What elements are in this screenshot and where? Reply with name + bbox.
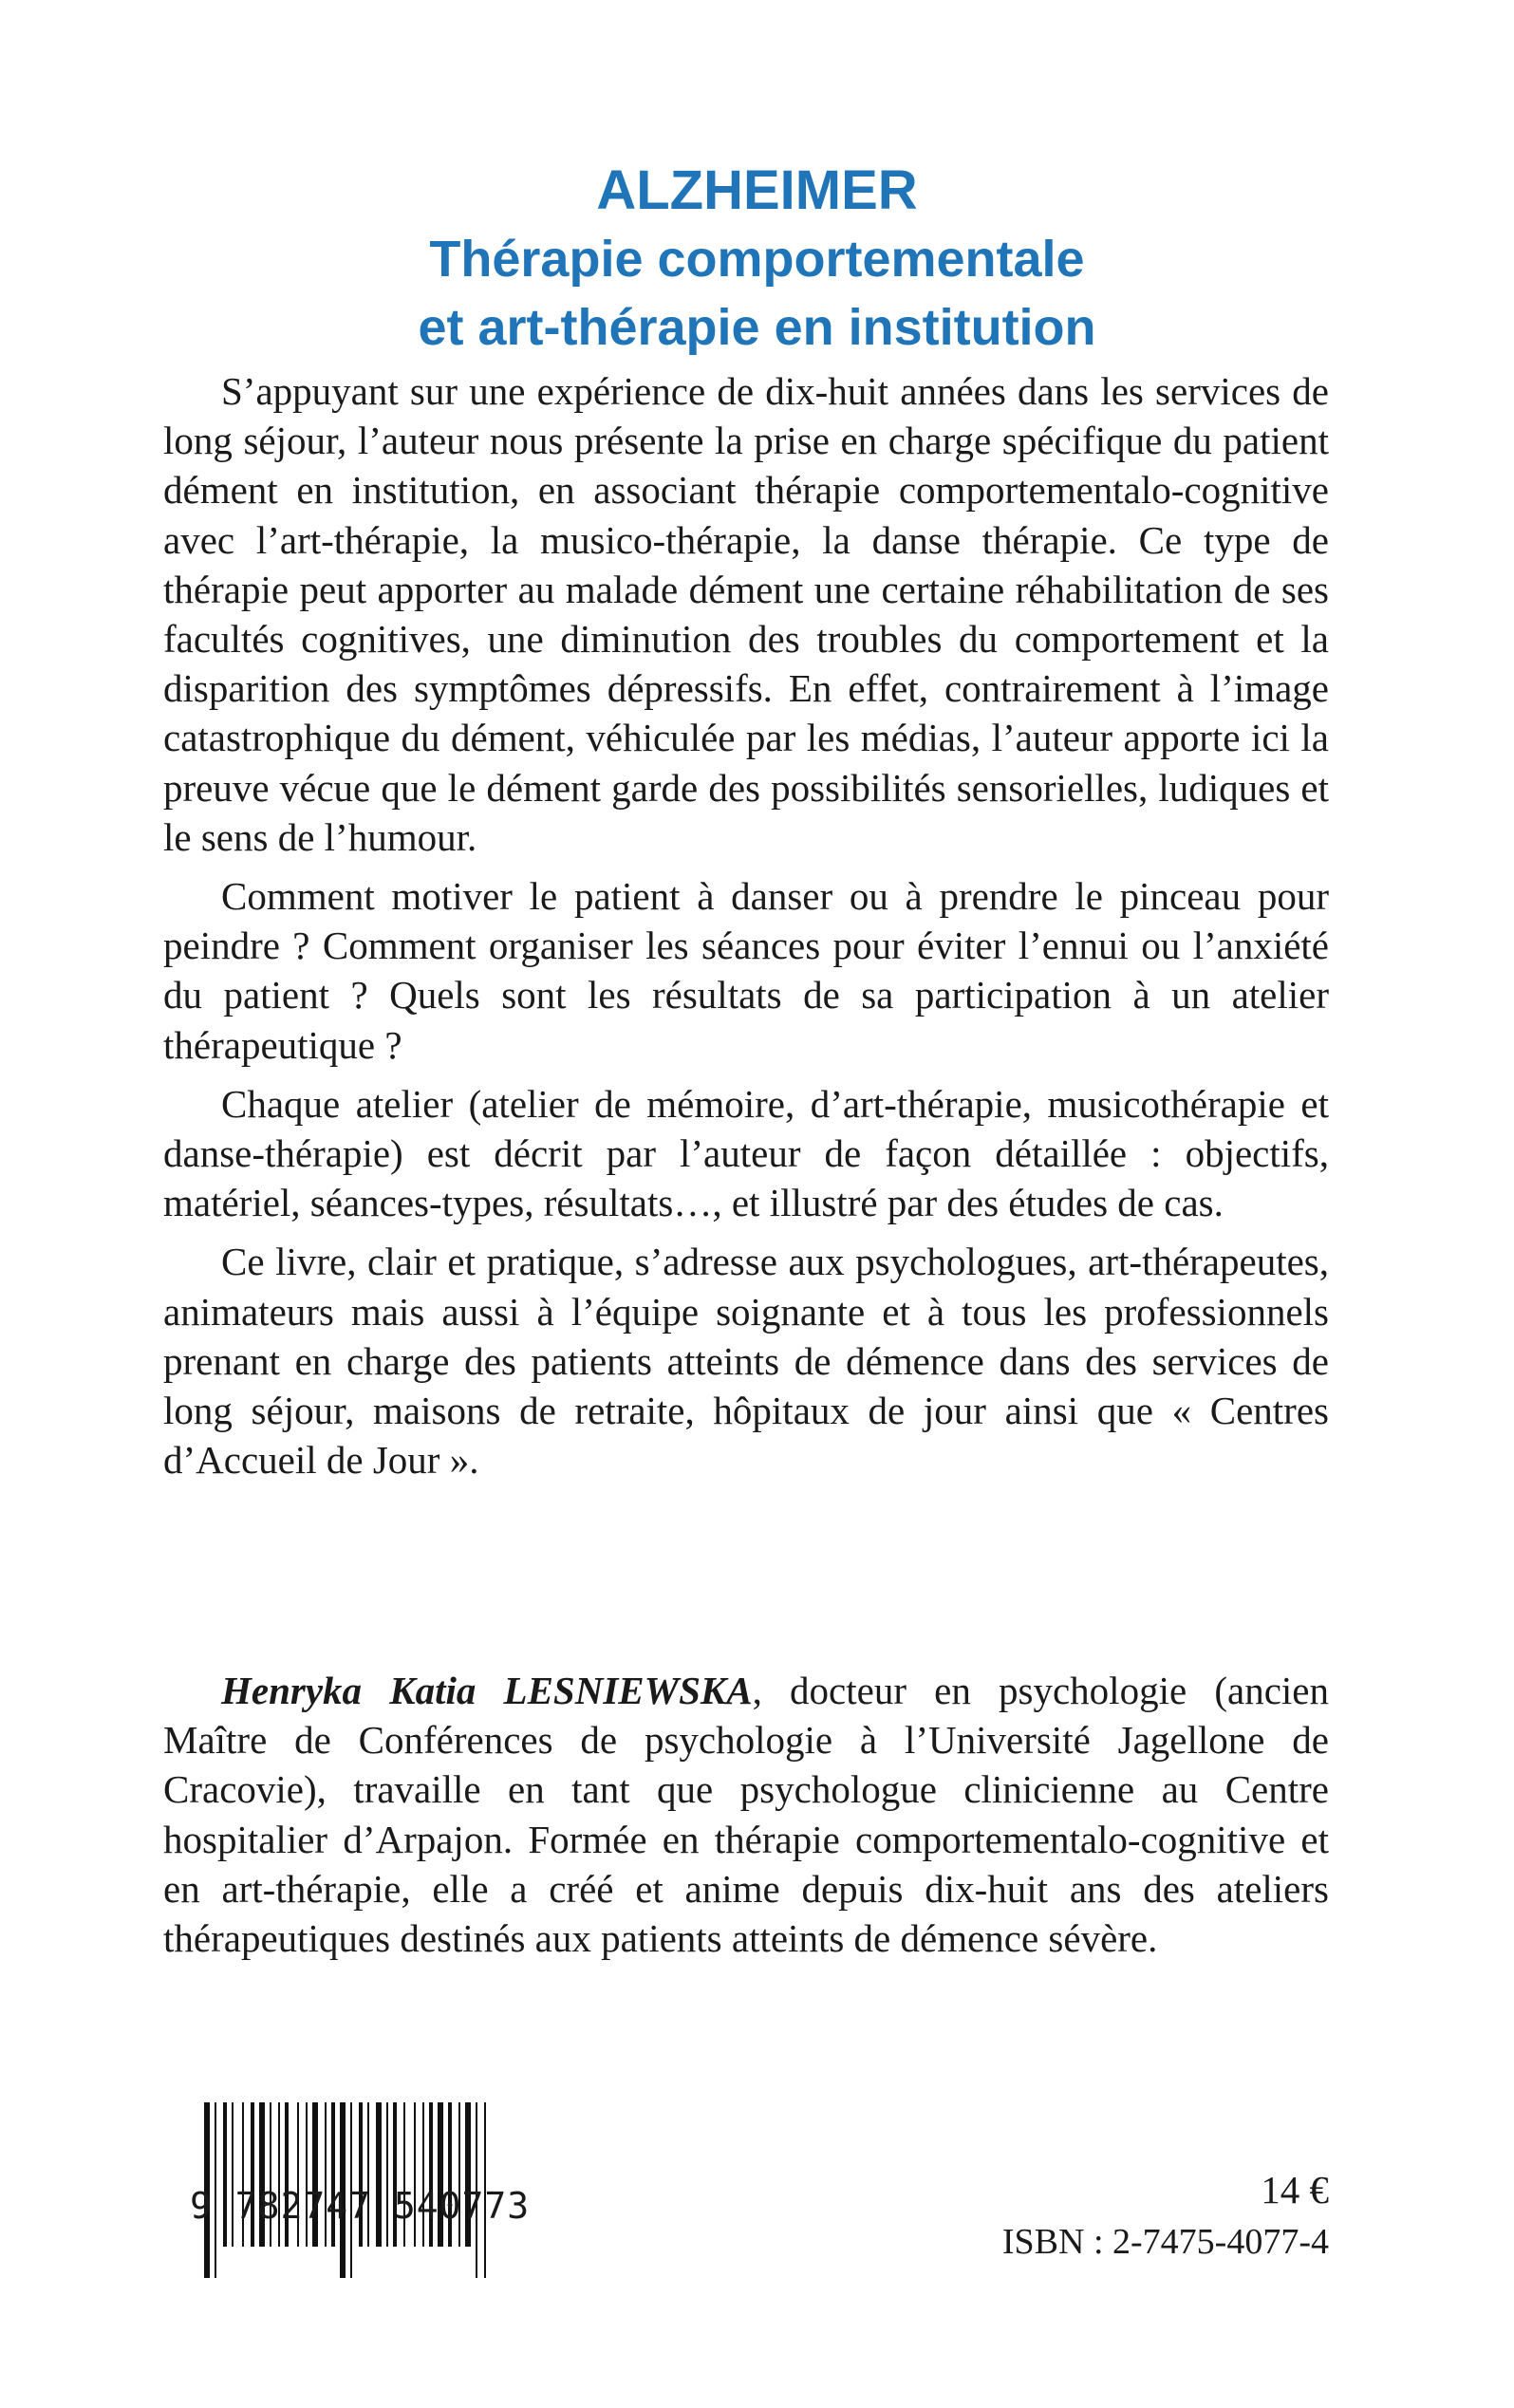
author-name: Henryka Katia LESNIEWSKA	[221, 1669, 753, 1712]
barcode-number: 9 782747 540773	[190, 2185, 531, 2227]
book-title: ALZHEIMER	[596, 159, 918, 221]
isbn: ISBN : 2-7475-4077-4	[1001, 2222, 1329, 2262]
book-title-block	[0, 157, 1514, 362]
book-subtitle-line-2: et art-thérapie en institution	[418, 299, 1096, 356]
author-bio	[163, 1666, 1329, 1963]
blurb	[163, 366, 1329, 1494]
blurb-paragraph: Comment motiver le patient à danser ou à prendre le pinceau pour peindre ? Comment organiser les séances pour éviter l’ennui ou l’anxiété du patient ? Quels sont les résultats de sa participation à un atelier thérapeutique ?	[163, 874, 1329, 1067]
blurb-paragraph: Chaque atelier (atelier de mémoire, d’art-thérapie, musicothérapie et danse-thérapie) est décrit par l’auteur de façon détaillée : objectifs, matériel, séances-types, résultats…, et illustré par des études de cas.	[163, 1081, 1329, 1225]
blurb-paragraph: S’appuyant sur une expérience de dix-huit années dans les services de long séjour, l’auteur nous présente la prise en charge spécifique du patient dément en institution, en associant thérapie comportementalo-cognitive avec l’art-thérapie, la musico-thérapie, la danse thérapie. Ce type de thérapie peut apporter au malade dément une certaine réhabilitation de ses facultés cognitives, une diminution des troubles du comportement et la disparition des symptômes dépressifs. En effet, contrairement à l’image catastrophique du dément, véhiculée par les médias, l’auteur apporte ici la preuve vécue que le dément garde des possibilités sensorielles, ludiques et le sens de l’humour.	[163, 369, 1329, 859]
blurb-paragraph: Ce livre, clair et pratique, s’adresse aux psychologues, art-thérapeutes, animateurs mais aussi à l’équipe soignante et à tous les professionnels prenant en charge des patients atteints de démence dans des services de long séjour, maisons de retraite, hôpitaux de jour ainsi que « Centres d’Accueil de Jour ».	[163, 1240, 1329, 1483]
price: 14 €	[1261, 2168, 1329, 2212]
book-subtitle-line-1: Thérapie comportementale	[429, 231, 1085, 288]
author-bio-text: , docteur en psychologie (ancien Maître de Conférences de psychologie à l’Université Jagellone de Cracovie), travaille en tant que psychologue clinicienne au Centre hospitalier d’Arpajon. Formée en thérapie comportementalo-cognitive et en art-thérapie, elle a créé et anime depuis dix-huit ans des ateliers thérapeutiques destinés aux patients atteints de démence sévère.	[163, 1669, 1329, 1961]
